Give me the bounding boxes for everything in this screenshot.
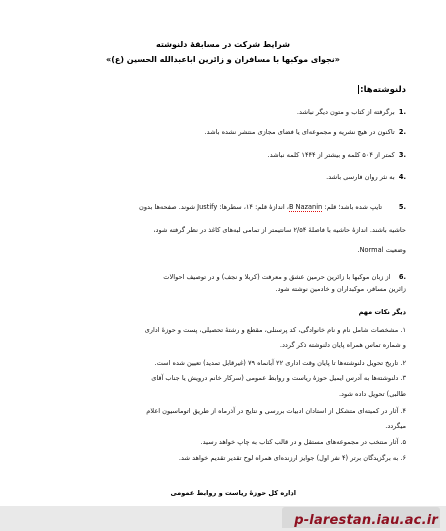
note-line-4: ۳. دلنوشته‌ها به آدرس ایمیل حوزهٔ ریاست و روابط عمومی (سرکار خانم درویش یا جناب آقای [151, 374, 406, 382]
note-line-9: ۶. به برگزیدگان برتر (۴ نفر اول) جوایز ارزنده‌ای همراه لوح تقدیر تقدیم خواهد شد. [178, 454, 406, 462]
sub-heading: دیگر نکات مهم [358, 308, 406, 316]
list-item-6: .6 از زبان موکبها با زائرین حرمین عشق و معرفت (کربلا و نجف) و در توصیف احوالات [163, 273, 406, 281]
note-line-2: و شماره تماس همراه پایان دلنوشته ذکر گردد. [279, 341, 406, 349]
note-line-6: ۴. آثار در کمیته‌ای متشکل از استادان ادبیات بررسی و نتایج در آذرماه از طریق اتوماسیون اعلام [146, 407, 406, 415]
note-line-7: میگردد. [385, 422, 406, 430]
doc-subtitle: «نجوای موکبها با مسافران و زائرین اباعبدالله الحسین (ع)» [106, 55, 340, 64]
list-item-4: .4 به نثر روان فارسی باشد. [326, 173, 406, 181]
note-line-5: طالبی) تحویل داده شود. [338, 390, 406, 398]
list-item-6-cont: زائرین مسافر، موکبداران و خادمین نوشته شود. [275, 285, 406, 293]
watermark-text: p-larestan.iau.ac.ir [294, 513, 438, 528]
note-line-1: ۱. مشخصات شامل نام و نام خانوادگی، کد پرسنلی، مقطع و رشتهٔ تحصیلی، پست و حوزهٔ اداری [144, 326, 406, 334]
note-line-3: ۲. تاریخ تحویل دلنوشته‌ها تا پایان وقت اداری ۲۲ آبانماه ۷۹ (غیرقابل تمدید) تعیین شده است. [154, 359, 406, 367]
list-item-5-cont-1: حاشیه باشند. اندازهٔ حاشیه با فاصلهٔ ۲/۵۴ سانتیمتر از تمامی لبه‌های کاغذ در نظر گرفته شود، [153, 226, 406, 234]
font-name: B Nazanin [288, 203, 323, 211]
list-item-5-cont-2: وضعیت Normal. [357, 246, 406, 254]
list-item-3: .3 کمتر از ۵۰۴ کلمه و بیشتر از ۱۴۴۴ کلمه نباشد. [267, 151, 406, 159]
list-item-1: .1 برگرفته از کتاب و متون دیگر نباشد. [296, 108, 406, 116]
list-item-2: .2 تاکنون در هیچ نشریه و مجموعه‌ای یا فضای مجازی منتشر نشده باشد. [204, 128, 406, 136]
note-line-8: ۵. آثار منتخب در مجموعه‌های مستقل و در قالب کتاب به چاپ خواهد رسید. [200, 438, 406, 446]
doc-title: شرایط شرکت در مسابقهٔ دلنوشته [155, 40, 291, 49]
section-heading: دلنوشته‌ها: [360, 85, 406, 95]
signature: اداره کل حوزهٔ ریاست و روابط عمومی [170, 489, 296, 497]
list-item-5: .5 تایپ شده باشد؛ قلم: B Nazanin، اندازهٔ قلم: ۱۴، سطرها: Justify شوند. صفحه‌ها بدون [139, 203, 406, 211]
